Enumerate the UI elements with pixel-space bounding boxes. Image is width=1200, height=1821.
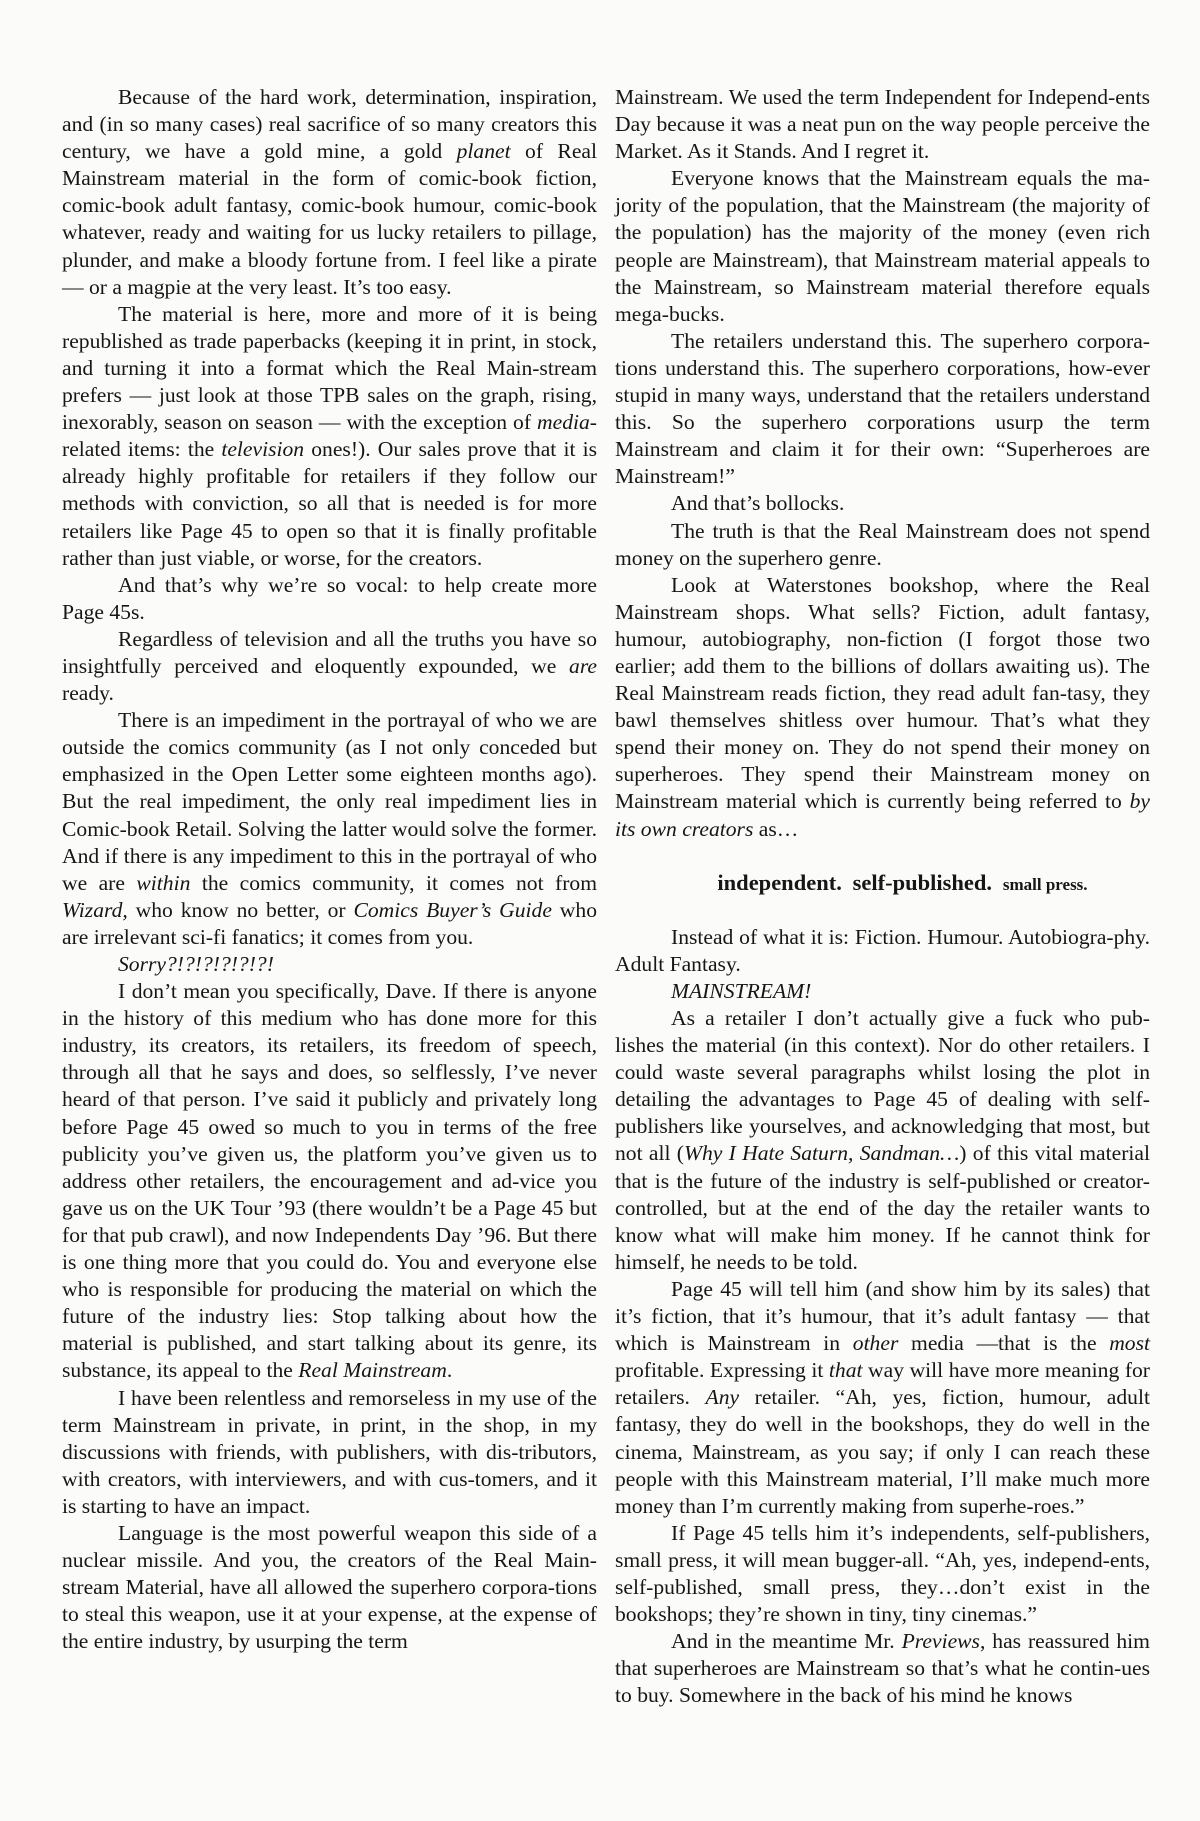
text-run: Mainstream. We used the term Independent for Independ-ents Day because it was a neat pun on the way people perceive the Market. As it Stands. And I regret it. [615,85,1150,164]
text-run: who know no better, or [127,897,354,922]
text-run: media —that is the [898,1331,1110,1356]
text-run: There is an impediment in the portrayal of who we are outside the comics community (as I not only conceded but emphasized in the Open Letter some eighteen months ago). But the real impediment, the only real impediment lies in Comic-book Retail. Solving the latter would solve the former. And if there is any impediment to this in the portrayal of who we are [62,708,597,895]
text-run: The retailers understand this. The superhero corpora-tions understand this. The superhero corporations, how-ever stupid in many ways, understand that the retailers understand this. So the superhero corporations usurp the term Mainstream and claim it for their own: “Superheroes are Mainstream!” [615,328,1150,489]
italic-text: that [828,1358,863,1383]
text-run: of Real Mainstream material in the form of comic-book fiction, comic-book adult fantasy, comic-book humour, comic-book whatever, ready and waiting for us lucky retailers to pillage, plunder, and make a bloody fortune from. I feel like a pirate — or a magpie at the very least. It’s too easy. [62,139,597,299]
text-run: And that’s why we’re so vocal: to help create more Page 45s. [62,572,597,624]
text-run: as… [753,816,799,841]
text-run: the comics community, it comes not from [190,870,597,895]
paragraph [615,1628,1150,1709]
italic-text: are [569,653,597,678]
text-run: The material is here, more and more of it is being republished as trade paperbacks (keeping it in print, in stock, and turning it into a format which the Real Main-stream prefers — just look at those TPB sales on the graph, rising, inexorably, season on season — with the exception of [62,301,597,435]
text-run: profitable. Expressing it [615,1358,829,1383]
paragraph [62,978,597,1384]
paragraph [615,518,1150,572]
tagline [615,869,1150,898]
right-column [615,84,1150,1709]
italic-text: by its own creators [615,789,1150,841]
text-run: . [446,1358,453,1383]
text-run: ) of this vital material that is the future of the industry is self-published or creator-controlled, but at the end of the day the retailer wants to know what will make him money. If he cannot think for himself, he needs to be told. [615,1141,1150,1274]
text-run: who are irrelevant sci-fi fanatics; it comes from you. [62,897,597,949]
paragraph [615,572,1150,843]
text-run: The truth is that the Real Mainstream does not spend money on the superhero genre. [615,518,1150,570]
paragraph [615,1520,1150,1628]
italic-text: Wizard, [62,897,128,922]
text-run: Regardless of television and all the truths you have so insightfully perceived and eloquently expounded, we [62,626,597,678]
paragraph [62,707,597,951]
italic-text: Comics Buyer’s Guide [353,897,552,922]
italic-text: Real Mainstream [298,1358,447,1383]
text-run: If Page 45 tells him it’s independents, self-publishers, small press, it will mean bugger-all. “Ah, yes, independ-ents, self-published, small press, they…don’t exist in the bookshops; they’re shown in tiny, tiny cinemas.” [615,1520,1150,1627]
text-run: Look at Waterstones bookshop, where the Real Mainstream shops. What sells? Fiction, adult fantasy, humour, autobiography, non-fiction (I forgot those two earlier; add them to the billions of dollars awaiting us). The Real Mainstream reads fiction, they read adult fan-tasy, they bawl themselves shitless over humour. That’s what they spend their money on. They do not spend their money on superheroes. They spend their Mainstream money on Mainstream material which is currently being referred to [615,572,1150,814]
paragraph [62,1520,597,1655]
italic-text: MAINSTREAM! [671,978,812,1003]
italic-text: Previews [901,1629,980,1654]
italic-text: most [1109,1331,1150,1356]
text-run: Page 45 will tell him (and show him by its sales) that it’s fiction, that it’s humour, that it’s adult fantasy — that which is Mainstream in [615,1276,1150,1356]
text-run: -related items: the [62,410,597,462]
left-column [62,84,597,1655]
text-run: Instead of what it is: Fiction. Humour. Autobiogra-phy. Adult Fantasy. [615,924,1150,976]
italic-text: within [136,870,191,895]
right-column-top [615,84,1150,843]
paragraph [615,1005,1150,1276]
paragraph [615,978,1150,1005]
paragraph [615,924,1150,978]
tagline-self-published: self-published. [852,869,993,895]
text-run: , has reassured him that superheroes are Mainstream so that’s what he contin-ues to buy. Somewhere in the back of his mind he knows [615,1629,1150,1708]
right-column-bottom [615,924,1150,1710]
italic-text: Why I Hate Saturn, Sandman… [683,1141,960,1166]
text-run: I don’t mean you specifically, Dave. If there is anyone in the history of this medium who has done more for this industry, its creators, its retailers, its freedom of speech, through all that he says and does, so selflessly, I’ve never heard of that person. I’ve said it publicly and privately long before Page 45 owed so much to you in terms of the free publicity you’ve given us, the platform you’ve given us to address other retailers, the encouragement and ad-vice you gave us on the UK Tour ’93 (there wouldn’t be a Page 45 but for that pub crawl), and now Independents Day ’96. But there is one thing more that you could do. You and everyone else who is responsible for producing the material on which the future of the industry lies: Stop talking about how the material is published, and start talking about its genre, its substance, its appeal to the [62,979,597,1383]
paragraph [615,1276,1150,1520]
text-run: ones!). Our sales prove that it is already highly profitable for retailers if they follow our methods with conviction, so all that is needed is for more retailers like Page 45 to open so that it is finally profitable rather than just viable, or worse, for the creators. [62,437,597,570]
text-run: ready. [62,681,114,706]
paragraph [615,490,1150,517]
text-run: Because of the hard work, determination, inspiration, and (in so many cases) real sacrifice of so many creators this century, we have a gold mine, a gold [62,85,597,164]
italic-text: television [221,437,305,462]
text-run: As a retailer I don’t actually give a fuck who pub-lishes the material (in this context). Nor do other retailers. I could waste several paragraphs whilst losing the plot in detailing the advantages to Page 45 of dealing with self-publishers like yourselves, and acknowledging that most, but not all ( [615,1006,1150,1166]
italic-text: Sorry?!?!?!?!?!?! [118,952,274,976]
tagline-independent: independent. [717,869,842,895]
text-run: I have been relentless and remorseless in my use of the term Mainstream in private, in print, in the shop, in my discussions with friends, with publishers, with dis-tributors, with creators, with interviewers, and with cus-tomers, and it is starting to have an impact. [62,1385,597,1518]
text-run: And that’s bollocks. [671,491,845,516]
italic-text: other [852,1331,899,1356]
italic-text: Any [705,1385,740,1410]
paragraph [62,301,597,572]
paragraph [615,328,1150,491]
paragraph [62,1385,597,1520]
text-run: And in the meantime Mr. [671,1629,902,1654]
text-run: Language is the most powerful weapon this side of a nuclear missile. And you, the creators of the Real Main-stream Material, have all allowed the superhero corpora-tions to steal this weapon, use it at your expense, at the expense of the entire industry, by usurping the term [62,1520,597,1654]
tagline-small-press: small press. [1002,874,1088,894]
italic-text: media [537,410,590,435]
paragraph [62,951,597,978]
paragraph [62,626,597,707]
paragraph [62,84,597,301]
text-run: way will have more meaning for retailers. [615,1358,1150,1410]
italic-text: planet [456,139,511,164]
text-run: retailer. “Ah, yes, fiction, humour, adult fantasy, they do well in the bookshops, they do well in the cinema, Mainstream, as you say; if only I can reach these people with this Mainstream material, I’ll make much more money than I’m currently making from superhe-roes.” [615,1385,1150,1518]
text-run: Everyone knows that the Mainstream equals the ma-jority of the population, that the Mainstream (the majority of the population) has the majority of the money (even rich people are Mainstream), that Mainstream material appeals to the Mainstream, so Mainstream material therefore equals mega-bucks. [615,166,1150,326]
paragraph [615,84,1150,165]
paragraph [615,165,1150,328]
paragraph [62,572,597,626]
